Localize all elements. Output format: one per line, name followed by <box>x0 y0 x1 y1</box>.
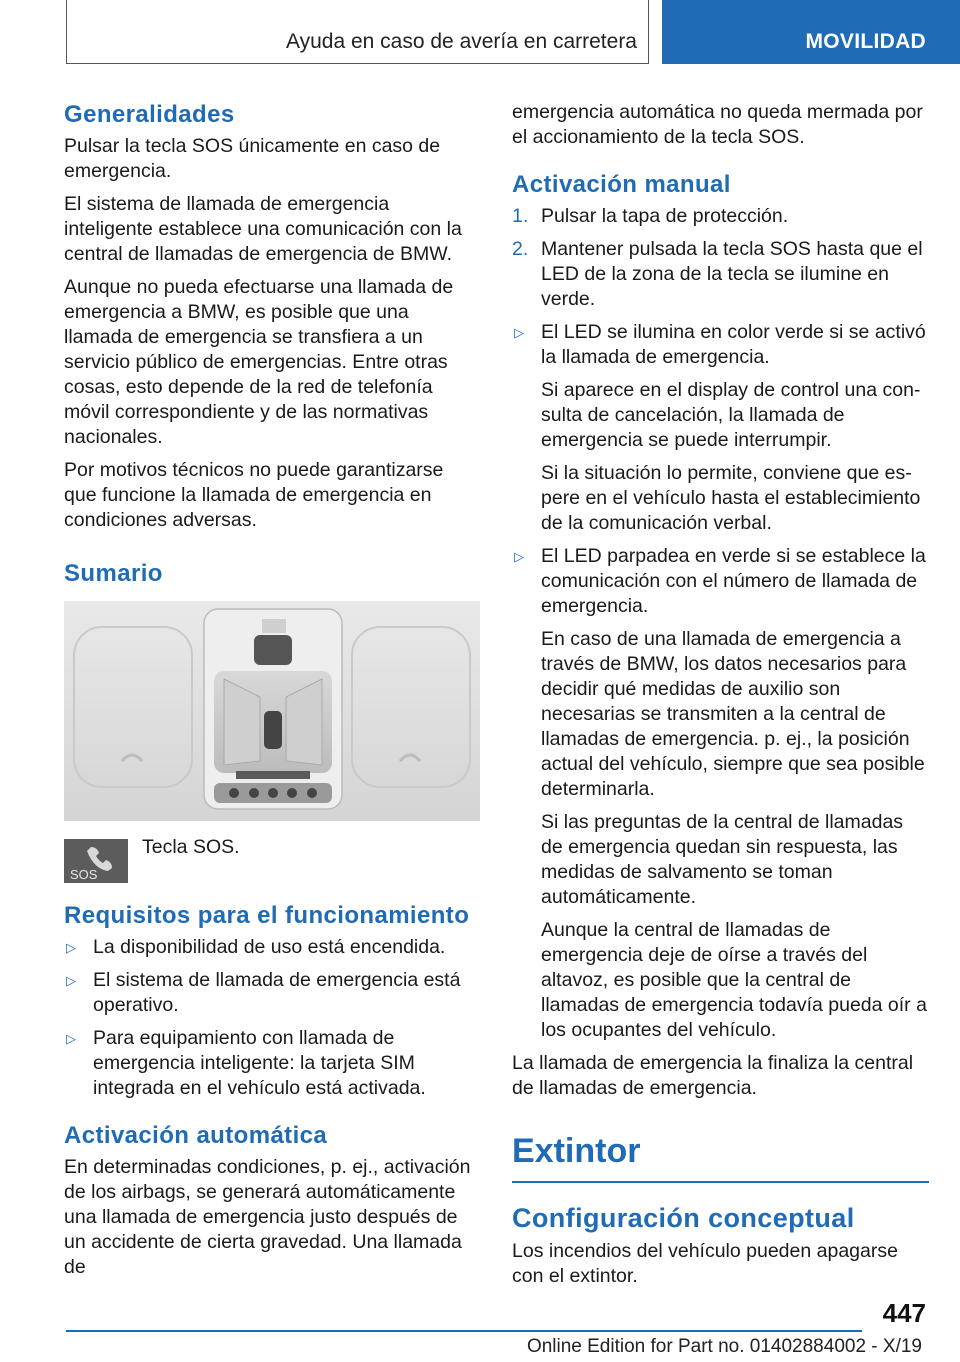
sub-paragraph: Aunque la central de llamadas de emergencia deje de oírse a través del altavoz, es posible que la central de llamadas de emergencia todavía pueda oír a los ocupantes del vehículo. <box>541 919 927 1041</box>
list-item-text: El LED parpadea en verde si se establece la comunicación con el número de llamada de emergencia. <box>541 545 926 617</box>
footer-edition: Online Edition for Part no. 01402884002 - X/19 <box>526 1336 922 1357</box>
list-item <box>64 935 481 960</box>
triangle-bullet-icon: ▷ <box>66 973 76 988</box>
paragraph: El sistema de llamada de emergencia inteligente establece una comunicación con la central de llamadas de emergencia de BMW. <box>64 193 462 265</box>
triangle-bullet-icon: ▷ <box>66 940 76 955</box>
right-column <box>512 100 929 1297</box>
left-column <box>64 100 481 1288</box>
step-text: Pulsar la tapa de protección. <box>541 205 789 227</box>
page-number: 447 <box>882 1298 926 1328</box>
sub-paragraph: Si la situación lo permite, conviene que espere en el vehículo hasta el establecimiento de la comunicación verbal. <box>541 462 921 534</box>
section-divider <box>512 1181 929 1183</box>
paragraph: En determinadas condiciones, p. ej., activación de los airbags, se generará automáticamente una llamada de emergencia justo después de un accidente de cierta gravedad. Una llamada de <box>64 1156 471 1278</box>
paragraph: La llamada de emergencia la finaliza la central de llamadas de emergencia. <box>512 1052 914 1099</box>
overhead-console-photo <box>64 601 480 821</box>
numbered-step <box>512 204 929 229</box>
sos-key-label: SOS <box>70 867 98 882</box>
triangle-bullet-icon: ▷ <box>66 1031 76 1046</box>
paragraph: Aunque no pueda efectuarse una llamada de emergencia a BMW, es posible que una llamada de emergencia se transfiera a un servicio público de emergencias. Entre otras cosas, esto depende de la red de telefonía móvil correspondiente y de las normativas nacionales. <box>64 276 454 448</box>
heading-requisitos: Requisitos para el funcionamiento <box>64 902 470 929</box>
sos-caption: Tecla SOS. <box>142 836 240 858</box>
step-number: 2. <box>512 238 529 260</box>
paragraph: Los incendios del vehículo pueden apagarse con el extintor. <box>512 1239 898 1287</box>
triangle-bullet-icon: ▷ <box>514 325 524 340</box>
header-chapter-title: MOVILIDAD <box>805 30 926 53</box>
list-item <box>64 968 481 1018</box>
list-item-text: Para equipamiento con llamada de emergencia inteligente: la tarjeta SIM integrada en el vehículo está activada. <box>93 1027 426 1099</box>
header-chapter-tab <box>662 0 960 64</box>
list-item <box>512 320 929 370</box>
sub-paragraph: Si las preguntas de la central de llamadas de emergencia quedan sin respuesta, las medidas de salvamento se toman automáticamente. <box>541 811 904 908</box>
list-item-text: El LED se ilumina en color verde si se activó la llamada de emergencia. <box>541 321 926 368</box>
triangle-bullet-icon: ▷ <box>514 549 524 564</box>
list-item <box>512 544 929 619</box>
sos-key-icon <box>64 839 128 883</box>
paragraph: Pulsar la tecla SOS únicamente en caso de emergencia. <box>64 135 441 182</box>
list-item-text: El sistema de llamada de emergencia está operativo. <box>93 969 461 1016</box>
step-text: Mantener pulsada la tecla SOS hasta que el LED de la zona de la tecla se ilumine en verde. <box>541 238 923 310</box>
step-number: 1. <box>512 205 529 227</box>
list-item <box>64 1026 481 1101</box>
paragraph: Por motivos técnicos no puede garantizarse que funcione la llamada de emergencia en condiciones adversas. <box>64 459 444 531</box>
heading-activacion-automatica: Activación automática <box>64 1122 328 1149</box>
sos-legend <box>64 835 481 883</box>
heading-generalidades: Generalidades <box>64 101 235 128</box>
numbered-step <box>512 237 929 312</box>
heading-configuracion: Configuración conceptual <box>512 1202 855 1233</box>
header-section-title: Ayuda en caso de avería en carretera <box>285 30 637 53</box>
list-item-text: La disponibilidad de uso está encendida. <box>93 936 446 958</box>
footer-rule <box>66 1330 862 1332</box>
heading-activacion-manual: Activación manual <box>512 171 731 198</box>
sub-paragraph: En caso de una llamada de emergencia a través de BMW, los datos necesarios para decidir qué medidas de auxilio son necesarias se transmiten a la central de llamadas de emergencia. p. ej., la posición actual del vehículo, siempre que sea posible determinarla. <box>541 628 925 800</box>
sub-paragraph: Si aparece en el display de control una consulta de cancelación, la llamada de emergencia se puede interrumpir. <box>541 379 921 451</box>
paragraph: emergencia automática no queda mermada por el accionamiento de la tecla SOS. <box>512 101 923 148</box>
heading-extintor: Extintor <box>512 1132 641 1170</box>
heading-sumario: Sumario <box>64 560 163 587</box>
